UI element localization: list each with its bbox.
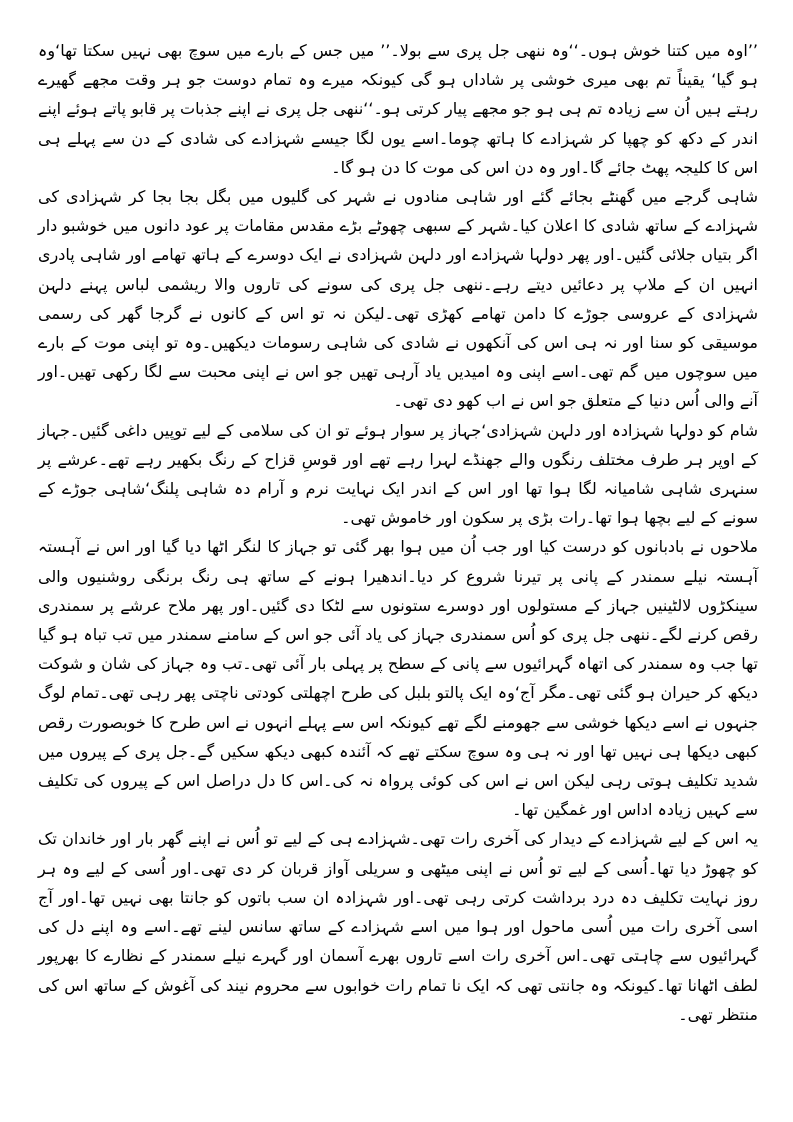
paragraph-5: یہ اس کے لیے شہزادے کے دیدار کی آخری رات تھی۔شہزادے ہی کے لیے تو اُس نے اپنے گھر بار اور خاندان تک کو چھوڑ دیا تھا۔اُسی کے لیے تو اُس نے اپنی میٹھی و سریلی آواز قربان کر دی تھی۔اور اُسی کے لیے وہ ہر روز نہایت تکلیف دہ درد برداشت کرتی رہی تھی۔اور شہزادہ ان سب باتوں کو جانتا بھی نہیں تھا۔اور آج اسی آخری رات میں اُسی ماحول اور ہوا میں اسے شہزادے کے ساتھ سانس لینے تھے۔اسے وہ اپنے دل کی گہرائیوں سے چاہتی تھی۔اس آخری رات اسے تاروں بھرے آسمان اور گہرے نیلے سمندر کے نظارے کا بھرپور لطف اٹھانا تھا۔کیونکہ وہ جانتی تھی کہ ایک نا تمام رات خوابوں سے محروم نیند کی آغوش کے ساتھ اس کی منتظر تھی۔ [38,829,758,1024]
paragraph-3: شام کو دولہا شہزادہ اور دلہن شہزادی‘جہاز پر سوار ہوئے تو ان کی سلامی کے لیے توپیں داغی گئیں۔جہاز کے اوپر ہر طرف مختلف رنگوں والے جھنڈے لہرا رہے تھے اور قوسِ قزاح کے رنگ بکھیر رہے تھے۔عرشے پر سنہری شاہی شامیانہ لگا ہوا تھا اور اس کے اندر ایک نہایت نرم و آرام دہ شاہی پلنگ‘شاہی جوڑے کے سونے کے لیے بچھا ہوا تھا۔رات بڑی پر سکون اور خاموش تھی۔ [38,420,758,528]
page-text [38,36,758,1029]
paragraph-1: ’’اوہ میں کتنا خوش ہوں۔‘‘وہ ننھی جل پری سے بولا۔’’ میں جس کے بارے میں سوچ بھی نہیں سکتا تھا‘وہ ہو گیا‘ یقیناً تم بھی میری خوشی پر شاداں ہو گی کیونکہ میرے وہ تمام دوست جو ہر وقت مجھے گھیرے رہتے ہیں اُن سے زیادہ تم ہی ہو جو مجھے پیار کرتی ہو۔‘‘ننھی جل پری نے اپنے جذبات پر قابو پاتے ہوئے اپنے اندر کے دکھ کو چھپا کر شہزادے کا ہاتھ چوما۔اسے یوں لگا جیسے شہزادے کی شادی کے دن سے پہلے ہی اس کا کلیجہ پھٹ جائے گا۔اور وہ دن اس کی موت کا دن ہو گا۔ [38,41,758,177]
paragraph-4: ملاحوں نے بادبانوں کو درست کیا اور جب اُن میں ہوا بھر گئی تو جہاز کا لنگر اٹھا دیا گیا اور اس نے آہستہ آہستہ نیلے سمندر کے پانی پر تیرنا شروع کر دیا۔اندھیرا ہونے کے ساتھ ہی رنگ برنگی روشنیوں والی سینکڑوں لالٹینیں جہاز کے مستولوں اور دوسرے ستونوں سے لٹکا دی گئیں۔اور پھر ملاح عرشے پر سمندری رقص کرنے لگے۔ننھی جل پری کو اُس سمندری جہاز کی یاد آئی جو اس کے سامنے سمندر میں تب تباہ ہو گیا تھا جب وہ سمندر کی اتھاہ گہرائیوں سے پانی کے سطح پر پہلی بار آئی تھی۔تب وہ جہاز کی شان و شوکت دیکھ کر حیران ہو گئی تھی۔مگر آج‘وہ ایک پالتو بلبل کی طرح اچھلتی کودتی ناچتی پھر رہی تھی۔تمام لوگ جنہوں نے اسے دیکھا خوشی سے جھومنے لگے تھے کیونکہ اس سے پہلے انہوں نے اس طرح کا خوبصورت رقص کبھی دیکھا ہی نہیں تھا اور نہ ہی وہ سوچ سکتے تھے کہ آئندہ کبھی دیکھ سکیں گے۔جل پری کے پیروں میں شدید تکلیف ہوتی رہی لیکن اس نے اس کی کوئی پرواہ نہ کی۔اس کا دل دراصل اس کے پیروں کی تکلیف سے کہیں زیادہ اداس اور غمگین تھا۔ [38,537,758,820]
paragraph-2: شاہی گرجے میں گھنٹے بجائے گئے اور شاہی منادوں نے شہر کی گلیوں میں بگل بجا بجا کر شہزادی کی شہزادے کے ساتھ شادی کا اعلان کیا۔شہر کے سبھی چھوٹے بڑے مقدس مقامات پر عود دانوں میں خوشبو دار اگر بتیاں جلائی گئیں۔اور پھر دولہا شہزادے اور دلہن شہزادی نے ایک دوسرے کے ہاتھ تھامے اور شاہی پادری انہیں ان کے ملاپ پر دعائیں دیتے رہے۔ننھی جل پری کی سونے کی تاروں والا ریشمی لباس پہنے دلہن شہزادی کے عروسی جوڑے کا دامن تھامے کھڑی تھی۔لیکن نہ تو اس کے کانوں نے گرجا گھر کی رسمی موسیقی کو سنا اور نہ ہی اس کی آنکھوں نے شادی کی شاہی رسومات دیکھیں۔وہ تو اپنی موت کے بارے میں سوچوں میں گم تھی۔اسے اپنی وہ امیدیں یاد آرہی تھیں جو اس نے اپنی محبت سے لگا رکھی تھیں۔اور آنے والی اُس دنیا کے متعلق جو اس نے اب کھو دی تھی۔ [38,187,758,411]
